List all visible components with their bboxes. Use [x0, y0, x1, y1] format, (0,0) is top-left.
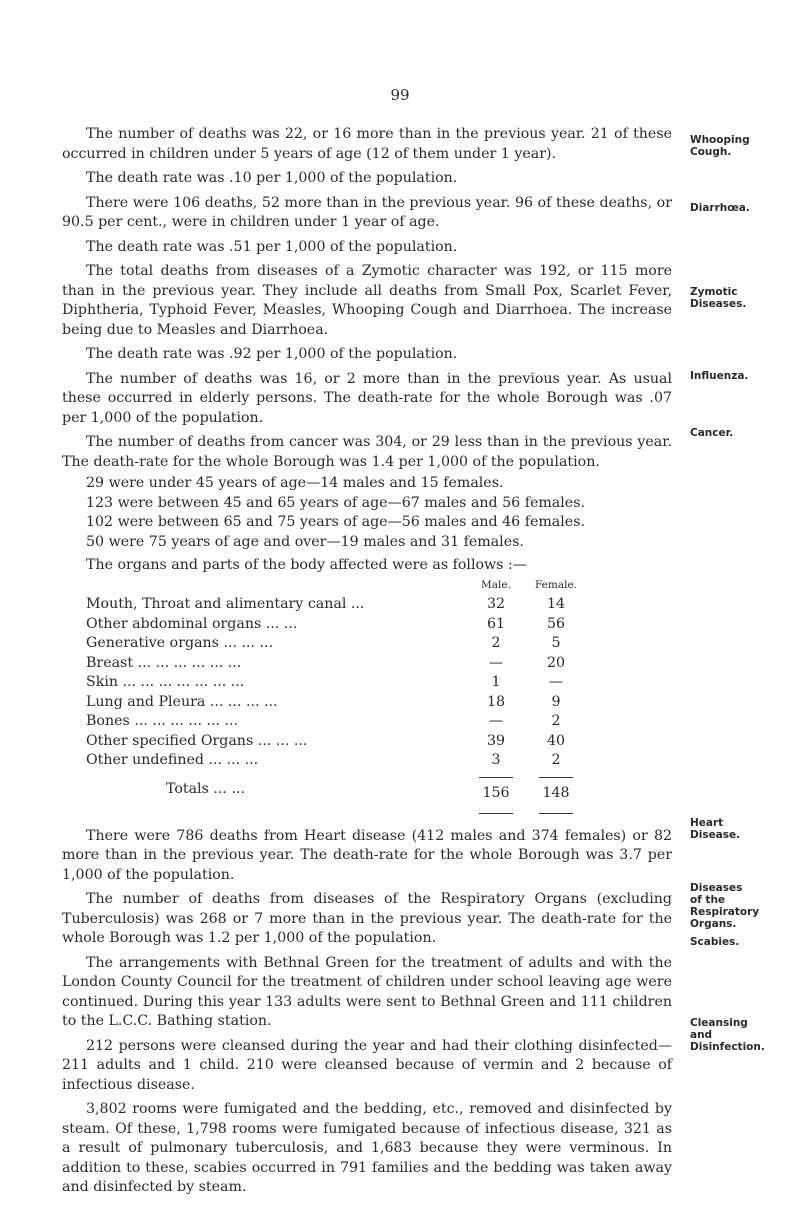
male-count: 1 — [491, 674, 501, 690]
table-row — [86, 634, 586, 654]
totals-underline-row — [86, 803, 586, 823]
female-count: 40 — [546, 732, 566, 749]
male-total: 156 — [479, 777, 513, 804]
margin-note-line: Disinfection. — [690, 1041, 765, 1053]
male-count: — — [488, 713, 504, 729]
organs-intro: The organs and parts of the body affected were as follows :— — [86, 557, 527, 573]
column-header-male: Male. — [481, 578, 511, 591]
list-item: 50 were 75 years of age and over—19 males and 31 females. — [86, 533, 524, 550]
margin-note-line: Whooping — [690, 134, 750, 146]
cancer-paragraph: The number of deaths from cancer was 304, or 29 less than in the previous year. The death-rate for the whole Borough was 1.4 per 1,000 of the population. — [62, 434, 672, 470]
table-row — [86, 673, 586, 693]
female-count: 2 — [551, 713, 561, 729]
margin-note-line: Cancer. — [690, 427, 734, 439]
table-row — [86, 693, 586, 713]
female-count: 20 — [546, 654, 566, 671]
table-row — [86, 751, 586, 771]
organ-name: Other specified Organs — [86, 732, 254, 749]
margin-note-line: Organs. — [690, 918, 737, 930]
margin-note-diarrhoea — [690, 202, 795, 214]
margin-note-line: Heart — [690, 817, 724, 829]
column-header-female: Female. — [534, 578, 578, 591]
zymotic-rate: The death rate was .92 per 1,000 of the population. — [86, 346, 458, 362]
scabies-paragraph: The arrangements with Bethnal Green for the treatment of adults and with the London County Council for the treatment of children under school leaving age were continued. During this year 133 adults were sent to Bethnal Green and 111 children to the L.C.C. Bathing station. — [62, 954, 672, 1029]
margin-note-line: and — [690, 1029, 713, 1041]
margin-note-zymotic — [690, 286, 795, 310]
cleansing-paragraph: 212 persons were cleansed during the year and had their clothing disinfected—211 adults and 1 child. 210 were cleansed because of vermin and 2 because of infectious disease. — [62, 1037, 672, 1093]
male-count: 32 — [486, 596, 506, 612]
page-number: 99 — [390, 86, 410, 104]
totals-row — [86, 771, 586, 804]
margin-note-line: Influenza. — [690, 370, 749, 382]
organ-name: Other undefined — [86, 752, 204, 768]
organ-name: Mouth, Throat and alimentary canal — [86, 596, 347, 612]
totals-label: Totals — [166, 781, 209, 797]
margin-note-line: Diseases — [690, 882, 743, 894]
dot-leader: ... ... — [265, 615, 298, 632]
table-row — [86, 615, 586, 635]
female-count: — — [548, 674, 564, 690]
cancer-age-list — [86, 474, 672, 552]
dot-leader: ... ... ... — [257, 732, 308, 749]
zymotic-paragraph: The total deaths from diseases of a Zymotic character was 192, or 115 more than in the previous year. They include all deaths from Small Pox, Scarlet Fever, Diphtheria, Typhoid Fever, Measles, Whooping Cough and Diarrhoea. The increase being due to Measles and Diarrhoea. — [62, 263, 672, 338]
dot-leader: ... — [350, 596, 365, 612]
disinfection-paragraph: 3,802 rooms were fumigated and the bedding, etc., removed and disinfected by steam. Of these, 1,798 rooms were fumigated because of infectious disease, 321 as a result of pulmonary tuberculosis, and 1,683 because they were verminous. In addition to these, scabies occurred in 791 families and the bedding was taken away and disinfected by steam. — [62, 1101, 672, 1195]
whooping-cough-paragraph: The number of deaths was 22, or 16 more than in the previous year. 21 of these occurred in children under 5 years of age (12 of them under 1 year). — [62, 126, 672, 162]
dot-leader: ... ... ... — [223, 635, 274, 651]
dot-leader: ... ... ... ... — [209, 693, 278, 710]
list-item: 29 were under 45 years of age—14 males and 15 females. — [86, 475, 504, 491]
dot-leader: ... ... ... ... ... ... — [137, 654, 242, 671]
organ-name: Skin — [86, 674, 118, 690]
influenza-paragraph: The number of deaths was 16, or 2 more than in the previous year. As usual these occurred in elderly persons. The death-rate for the whole Borough was .07 per 1,000 of the population. — [62, 370, 672, 426]
margin-note-line: Disease. — [690, 829, 741, 841]
margin-note-influenza — [690, 370, 795, 382]
margin-note-whooping-cough — [690, 134, 795, 158]
margin-note-line: Cleansing — [690, 1017, 748, 1029]
male-count: 18 — [486, 693, 506, 710]
female-count: 2 — [551, 752, 561, 768]
table-row — [86, 654, 586, 674]
margin-note-line: Scabies. — [690, 936, 740, 948]
margin-note-heart-disease — [690, 817, 795, 841]
table-row — [86, 595, 586, 615]
list-item: 123 were between 45 and 65 years of age—67 males and 56 females. — [86, 494, 585, 511]
female-count: 14 — [546, 596, 566, 612]
table-row — [86, 732, 586, 752]
male-count: 39 — [486, 732, 506, 749]
margin-note-cleansing — [690, 1017, 795, 1053]
male-count: 2 — [491, 635, 501, 651]
dot-leader: ... ... ... ... ... ... ... — [122, 674, 245, 690]
female-count: 56 — [546, 615, 566, 632]
organ-name: Breast — [86, 654, 134, 671]
page-body — [62, 125, 672, 1203]
organ-name: Generative organs — [86, 635, 219, 651]
margin-note-cancer — [690, 427, 795, 439]
dot-leader: ... ... ... — [208, 752, 259, 768]
margin-note-line: Respiratory — [690, 906, 760, 918]
organs-table — [86, 576, 586, 823]
female-count: 9 — [551, 693, 561, 710]
table-header-row — [86, 576, 586, 596]
margin-note-respiratory — [690, 882, 795, 930]
male-count: 3 — [491, 752, 501, 768]
margin-note-scabies — [690, 936, 795, 948]
female-count: 5 — [551, 635, 561, 651]
margin-note-line: Cough. — [690, 146, 732, 158]
heart-disease-paragraph: There were 786 deaths from Heart disease (412 males and 374 females) or 82 more than in the previous year. The death-rate for the whole Borough was 3.7 per 1,000 of the population. — [62, 827, 672, 883]
male-count: — — [488, 654, 504, 671]
whooping-cough-rate: The death rate was .10 per 1,000 of the population. — [86, 170, 458, 186]
table-row — [86, 712, 586, 732]
respiratory-paragraph: The number of deaths from diseases of the Respiratory Organs (excluding Tuberculosis) was 268 or 7 more than in the previous year. The death-rate for the whole Borough was 1.2 per 1,000 of the population. — [62, 891, 672, 946]
male-count: 61 — [486, 615, 506, 632]
margin-note-line: of the — [690, 894, 726, 906]
female-total: 148 — [539, 777, 573, 804]
margin-note-line: Zymotic — [690, 286, 738, 298]
dot-leader: ... ... ... ... ... ... — [134, 713, 239, 729]
list-item: 102 were between 65 and 75 years of age—56 males and 46 females. — [86, 514, 585, 530]
diarrhoea-rate: The death rate was .51 per 1,000 of the population. — [86, 238, 458, 255]
divider — [539, 813, 573, 814]
diarrhoea-paragraph: There were 106 deaths, 52 more than in the previous year. 96 of these deaths, or 90.5 per cent., were in children under 1 year of age. — [62, 194, 672, 230]
dot-leader: ... ... — [213, 781, 245, 797]
organ-name: Lung and Pleura — [86, 693, 206, 710]
organ-name: Other abdominal organs — [86, 615, 262, 632]
divider — [479, 813, 513, 814]
margin-note-line: Diarrhœa. — [690, 202, 750, 214]
margin-note-line: Diseases. — [690, 298, 747, 310]
organ-name: Bones — [86, 713, 130, 729]
